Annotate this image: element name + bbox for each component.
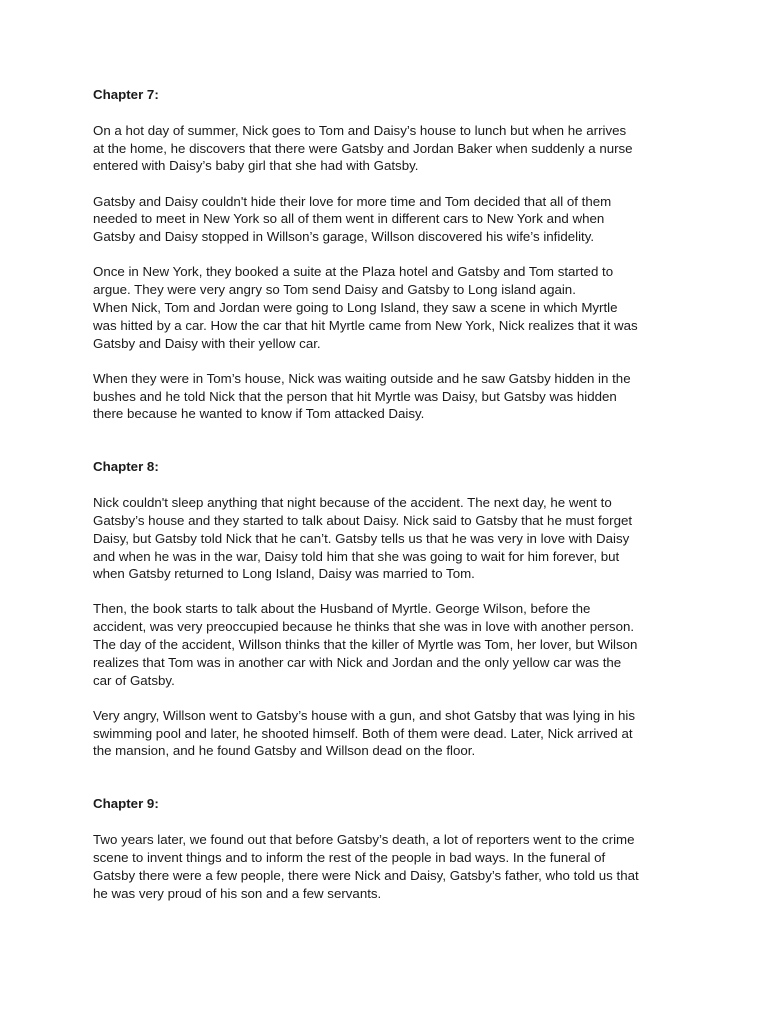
text-line: Gatsby’s house and they started to talk about Daisy. Nick said to Gatsby that he must forget [93, 512, 633, 528]
text-line: Very angry, Willson went to Gatsby’s house with a gun, and shot Gatsby that was lying in his [93, 707, 636, 723]
text-line: Nick couldn't sleep anything that night because of the accident. The next day, he went to [93, 495, 612, 511]
text-line: accident, was very preoccupied because he thinks that she was in love with another person. [93, 619, 635, 635]
text-line: Daisy, but Gatsby told Nick that he can’t. Gatsby tells us that he was very in love with Daisy [93, 530, 630, 546]
text-line: was hitted by a car. How the car that hit Myrtle came from New York, Nick realizes that it was [93, 317, 638, 333]
text-line: scene to invent things and to inform the rest of the people in bad ways. In the funeral of [93, 850, 606, 866]
paragraph [93, 370, 683, 423]
text-line: Gatsby there were a few people, there were Nick and Daisy, Gatsby’s father, who told us that [93, 867, 639, 883]
text-line: Once in New York, they booked a suite at the Plaza hotel and Gatsby and Tom started to [93, 264, 614, 280]
text-line: he was very proud of his son and a few servants. [93, 885, 382, 901]
chapter-7 [93, 86, 683, 423]
text-line: When Nick, Tom and Jordan were going to Long Island, they saw a scene in which Myrtle [93, 299, 618, 315]
paragraph [93, 263, 683, 352]
text-line: Gatsby and Daisy with their yellow car. [93, 335, 321, 351]
document-page [93, 86, 683, 902]
text-line: Two years later, we found out that before Gatsby’s death, a lot of reporters went to the crime [93, 832, 635, 848]
chapter-heading: Chapter 8: [93, 459, 159, 475]
text-line: the mansion, and he found Gatsby and Willson dead on the floor. [93, 743, 476, 759]
text-line: Then, the book starts to talk about the Husband of Myrtle. George Wilson, before the [93, 601, 591, 617]
text-line: When they were in Tom’s house, Nick was waiting outside and he saw Gatsby hidden in the [93, 370, 631, 386]
text-line: when Gatsby returned to Long Island, Daisy was married to Tom. [93, 566, 475, 582]
chapter-9 [93, 795, 683, 902]
text-line: Gatsby and Daisy couldn't hide their love for more time and Tom decided that all of them [93, 193, 612, 209]
text-line: swimming pool and later, he shooted himself. Both of them were dead. Later, Nick arrived at [93, 725, 633, 741]
text-line: needed to meet in New York so all of them went in different cars to New York and when [93, 211, 605, 227]
text-line: entered with Daisy’s baby girl that she had with Gatsby. [93, 158, 419, 174]
chapter-8 [93, 458, 683, 760]
chapter-heading: Chapter 9: [93, 796, 159, 812]
text-line: The day of the accident, Willson thinks that the killer of Myrtle was Tom, her lover, but Wilson [93, 637, 638, 653]
text-line: and when he was in the war, Daisy told him that she was going to wait for him forever, but [93, 548, 620, 564]
text-line: argue. They were very angry so Tom send Daisy and Gatsby to Long island again. [93, 282, 576, 298]
text-line: On a hot day of summer, Nick goes to Tom and Daisy’s house to lunch but when he arrives [93, 122, 627, 138]
paragraph [93, 707, 683, 760]
paragraph [93, 494, 683, 583]
text-line: car of Gatsby. [93, 672, 175, 688]
chapter-heading: Chapter 7: [93, 87, 159, 102]
text-line: there because he wanted to know if Tom attacked Daisy. [93, 406, 425, 422]
text-line: Gatsby and Daisy stopped in Willson’s garage, Willson discovered his wife’s infidelity. [93, 229, 595, 245]
text-line: at the home, he discovers that there were Gatsby and Jordan Baker when suddenly a nurse [93, 140, 633, 156]
paragraph [93, 122, 683, 175]
text-line: bushes and he told Nick that the person that hit Myrtle was Daisy, but Gatsby was hidden [93, 388, 617, 404]
paragraph [93, 831, 683, 902]
paragraph [93, 193, 683, 246]
paragraph [93, 600, 683, 689]
text-line: realizes that Tom was in another car with Nick and Jordan and the only yellow car was the [93, 654, 622, 670]
